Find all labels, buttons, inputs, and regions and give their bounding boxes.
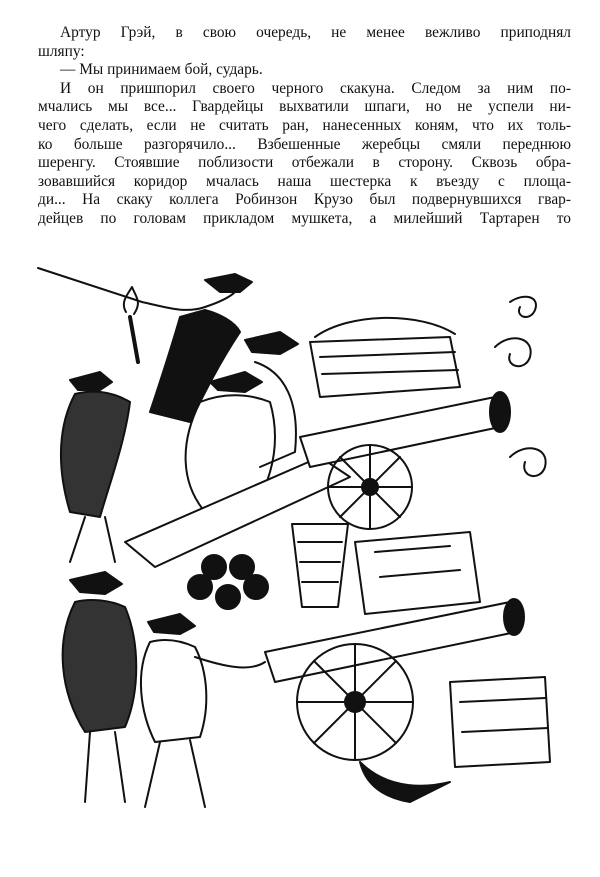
hat: [70, 372, 112, 390]
text-line: зовавшийся коридор мчалась наша шестерка к въезду с площа-: [38, 172, 571, 190]
cloak: [63, 600, 137, 732]
cannonball: [230, 555, 254, 579]
barrel: [450, 677, 550, 767]
battle-illustration: [30, 262, 575, 862]
chest: [310, 337, 460, 397]
text-line: ко больше разгорячило... Взбешенные жеребцы смяли переднюю: [38, 135, 571, 153]
hat: [245, 332, 298, 354]
text-line: — Мы принимаем бой, сударь.: [60, 61, 263, 79]
smoke: [510, 297, 536, 317]
torch: [130, 317, 138, 362]
text-line: мчались мы все... Гвардейцы выхватили шпаги, но не успели ни-: [38, 98, 571, 116]
text-line: ди... На скаку коллега Робинзон Крузо был подвернувшихся гвар-: [38, 191, 571, 209]
debris: [360, 762, 450, 802]
text-line: шляпу:: [38, 42, 85, 60]
arm: [142, 292, 235, 310]
fighter-coat: [141, 640, 206, 742]
cannon-barrel-lower: [265, 602, 516, 682]
cannonball: [202, 555, 226, 579]
plumed-hat: [205, 274, 252, 292]
cape: [150, 310, 240, 422]
legs: [70, 517, 115, 562]
cannonball: [216, 585, 240, 609]
body-text: [38, 24, 571, 229]
basket: [292, 524, 348, 607]
fighter-arm: [255, 362, 296, 467]
text-line: дейцев по головам прикладом мушкета, а милейший Тартарен то: [38, 209, 571, 227]
hat: [210, 372, 262, 392]
wheel-spokes: [328, 445, 412, 529]
text-line: чего сделать, если не считать ран, нанесенных коням, что их толь-: [38, 116, 571, 134]
smoke: [495, 338, 531, 366]
fighter-arm: [195, 657, 265, 667]
legs: [145, 740, 205, 807]
smoke: [510, 448, 546, 476]
legs: [85, 732, 125, 802]
cloak: [61, 392, 130, 517]
hat: [70, 572, 122, 594]
wheel-spokes: [297, 644, 413, 760]
cannon-muzzle: [490, 392, 510, 432]
cannon-muzzle: [504, 599, 524, 635]
text-line: шеренгу. Стоявшие поблизости отбежали в сторону. Сквозь обра-: [38, 154, 571, 172]
text-line: И он пришпорил своего черного скакуна. Следом за ним по-: [60, 79, 571, 97]
chest-lid: [315, 318, 455, 337]
hat: [148, 614, 195, 634]
text-line: Артур Грэй, в свою очередь, не менее вежливо приподнял: [60, 24, 571, 41]
